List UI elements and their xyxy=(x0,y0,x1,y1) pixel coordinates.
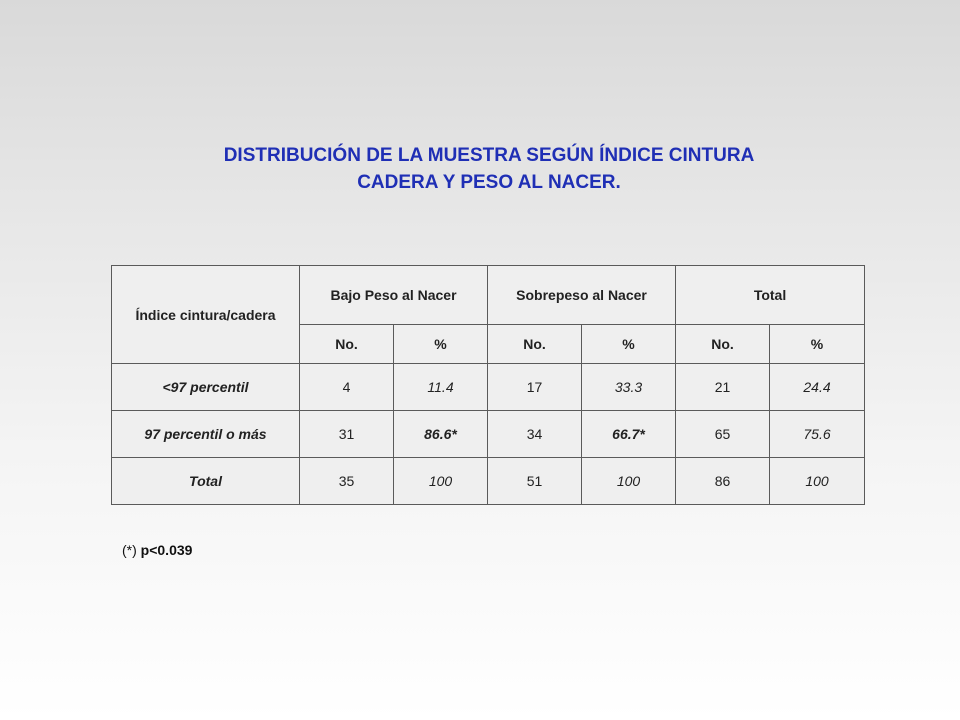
subheader-cell: % xyxy=(582,325,676,364)
table-cell: 100 xyxy=(582,458,676,505)
table-cell: 35 xyxy=(300,458,394,505)
row-label: Total xyxy=(112,458,300,505)
table-cell: 86.6* xyxy=(394,411,488,458)
table-cell: 17 xyxy=(488,364,582,411)
footnote-marker: (*) xyxy=(122,542,137,558)
row-header-cell: Índice cintura/cadera xyxy=(112,266,300,364)
table-cell: 21 xyxy=(676,364,770,411)
slide-title xyxy=(100,142,878,196)
title-line-2: CADERA Y PESO AL NACER. xyxy=(357,172,621,193)
table-cell: 65 xyxy=(676,411,770,458)
table-row xyxy=(112,458,865,505)
subheader-cell: No. xyxy=(300,325,394,364)
row-label: 97 percentil o más xyxy=(112,411,300,458)
table-cell: 100 xyxy=(770,458,865,505)
table-cell: 75.6 xyxy=(770,411,865,458)
table-cell: 24.4 xyxy=(770,364,865,411)
table-cell: 100 xyxy=(394,458,488,505)
group-header-total: Total xyxy=(676,266,865,325)
table-cell: 31 xyxy=(300,411,394,458)
title-line-1: DISTRIBUCIÓN DE LA MUESTRA SEGÚN ÍNDICE CINTURA xyxy=(223,145,755,166)
subheader-cell: No. xyxy=(676,325,770,364)
table-cell: 66.7* xyxy=(582,411,676,458)
table-row xyxy=(112,364,865,411)
group-header-sobrepeso: Sobrepeso al Nacer xyxy=(488,266,676,325)
table-cell: 33.3 xyxy=(582,364,676,411)
footnote-text: p<0.039 xyxy=(140,542,193,558)
subheader-cell: % xyxy=(394,325,488,364)
table-cell: 4 xyxy=(300,364,394,411)
table-cell: 51 xyxy=(488,458,582,505)
table-row xyxy=(112,411,865,458)
table-cell: 86 xyxy=(676,458,770,505)
subheader-cell: % xyxy=(770,325,865,364)
row-label: <97 percentil xyxy=(112,364,300,411)
footnote xyxy=(122,542,192,558)
table-cell: 34 xyxy=(488,411,582,458)
table-cell: 11.4 xyxy=(394,364,488,411)
header-row xyxy=(112,266,865,325)
group-header-bajo-peso: Bajo Peso al Nacer xyxy=(300,266,488,325)
distribution-table xyxy=(111,265,865,505)
subheader-cell: No. xyxy=(488,325,582,364)
